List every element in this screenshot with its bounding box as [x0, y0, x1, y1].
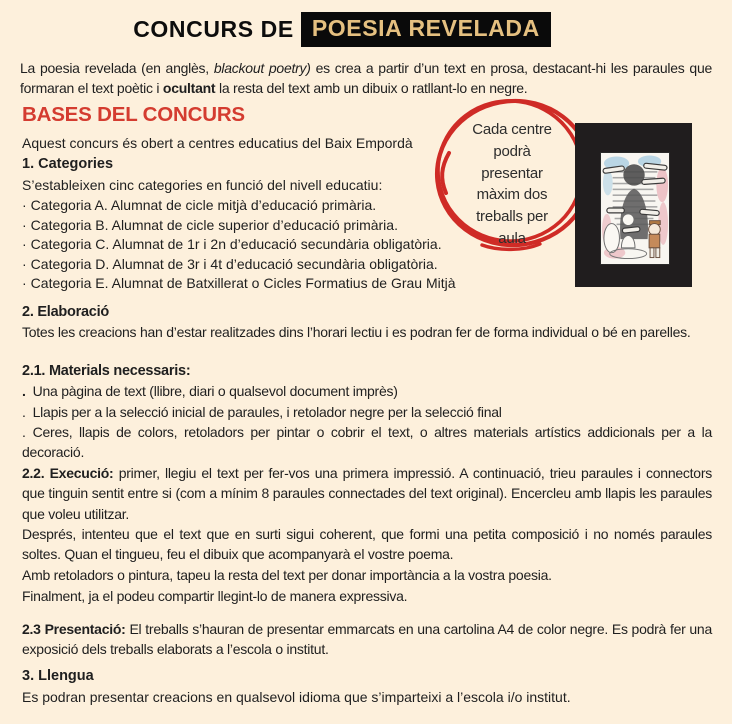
dot-bullet-icon: .: [22, 383, 26, 399]
dot-bullet-icon: .: [22, 424, 26, 440]
execucio-body: primer, llegiu el text per fer-vos una primera impressió. A continuació, trieu paraules i connectors que tinguin sentit entre si (com a mínim 8 paraules connectades del text original). Encercleu amb llapis les paraules que voleu utilitzar.: [22, 465, 712, 522]
execucio-label: 2.2. Execució:: [22, 465, 114, 481]
title-prefix: CONCURS DE: [133, 16, 294, 42]
bullet-icon: ·: [22, 255, 27, 272]
execucio-paragraph-4: Finalment, ja el podeu compartir llegint-lo de manera expressiva.: [22, 588, 408, 604]
open-line: Aquest concurs és obert a centres educatius del Baix Empordà: [22, 135, 413, 151]
bullet-icon: ·: [22, 216, 27, 233]
bullet-icon: ·: [22, 236, 27, 253]
stamp-line: màxim dos: [476, 186, 548, 204]
list-item: [22, 255, 582, 275]
categories-heading: 1. Categories: [22, 156, 114, 172]
materials-item: [22, 422, 712, 463]
dot-bullet-icon: .: [22, 404, 26, 420]
intro-text: La poesia revelada (en anglès,: [20, 60, 214, 76]
materials-text: Llapis per a la selecció inicial de paraules, i retolador negre per la selecció final: [32, 404, 502, 420]
stamp-line: aula: [498, 229, 526, 247]
category-d: Categoria D. Alumnat de 3r i 4t d’educació secundària obligatòria.: [30, 255, 438, 272]
intro-paragraph: [20, 58, 712, 99]
elaboracio-body: Totes les creacions han d’estar realitzades dins l’horari lectiu i es podran fer de forma individual o bé en parelles.: [22, 324, 691, 340]
artwork-page: [600, 152, 670, 265]
llengua-heading: 3. Llengua: [22, 668, 94, 684]
intro-text: es crea a partir d’un text en prosa, destacant-hi les paraules que formaran el text poètic i: [20, 60, 713, 97]
bullet-icon: ·: [22, 197, 27, 213]
execucio-paragraph-3: Amb retoladors o pintura, tapeu la resta del text per donar importància a la vostra poesia.: [22, 567, 552, 583]
materials-heading: 2.1. Materials necessaris:: [22, 363, 191, 379]
page-title: [0, 12, 708, 47]
execucio-paragraph-2: Després, intenteu que el text que en surti sigui coherent, que formi una petita composició i no només paraules soltes. Quan el tingueu, feu el dibuix que acompanyarà el vostre poema.: [22, 526, 712, 563]
materials-item: [22, 402, 712, 422]
category-a: Categoria A. Alumnat de cicle mitjà d’educació primària.: [30, 197, 377, 213]
bullet-icon: ·: [22, 275, 27, 292]
stamp-line: Cada centre: [472, 121, 552, 138]
category-c: Categoria C. Alumnat de 1r i 2n d’educació secundària obligatòria.: [30, 236, 442, 253]
presentacio-body: El treballs s’hauran de presentar emmarcats en una cartolina A4 de color negre. Es podrà fer una exposició dels treballs elaborats a l’escola o institut.: [22, 621, 713, 658]
intro-text: la resta del text amb un dibuix o ratllant-lo en negre.: [215, 80, 528, 97]
materials-text: Una pàgina de text (llibre, diari o qualsevol document imprès): [32, 383, 398, 399]
list-item: [22, 274, 582, 294]
materials-item: [22, 381, 712, 401]
blackout-artwork-image: [575, 123, 692, 287]
llengua-body: Es podran presentar creacions en qualsevol idioma que s’imparteixi a l’escola i/o institut.: [22, 689, 571, 705]
materials-text: Ceres, llapis de colors, retoladors per pintar o cobrir el text, o altres materials artístics addicionals per a la decoració.: [22, 424, 712, 461]
category-e: Categoria E. Alumnat de Batxillerat o Cicles Formatius de Grau Mitjà: [30, 275, 456, 292]
stamp-line: treballs per: [476, 208, 548, 226]
title-highlight: POESIA REVELADA: [301, 12, 551, 47]
presentacio-label: 2.3 Presentació:: [22, 621, 126, 637]
intro-bold-term: ocultant: [162, 80, 216, 97]
elaboracio-heading: 2. Elaboració: [22, 304, 110, 320]
stamp-line: presentar: [481, 164, 543, 182]
stamp-line: podrà: [493, 142, 531, 160]
intro-italic-term: blackout poetry): [213, 60, 311, 76]
bases-heading: BASES DEL CONCURS: [22, 103, 245, 126]
presentacio-paragraph: [22, 619, 712, 660]
category-b: Categoria B. Alumnat de cicle superior d’educació primària.: [30, 216, 398, 233]
execucio-paragraph: [22, 463, 712, 524]
categories-intro: S’estableixen cinc categories en funció del nivell educatiu:: [22, 177, 383, 193]
stamp-text: [428, 119, 596, 250]
stamp-badge: [428, 95, 596, 253]
artwork-drawing-icon: [601, 153, 669, 264]
